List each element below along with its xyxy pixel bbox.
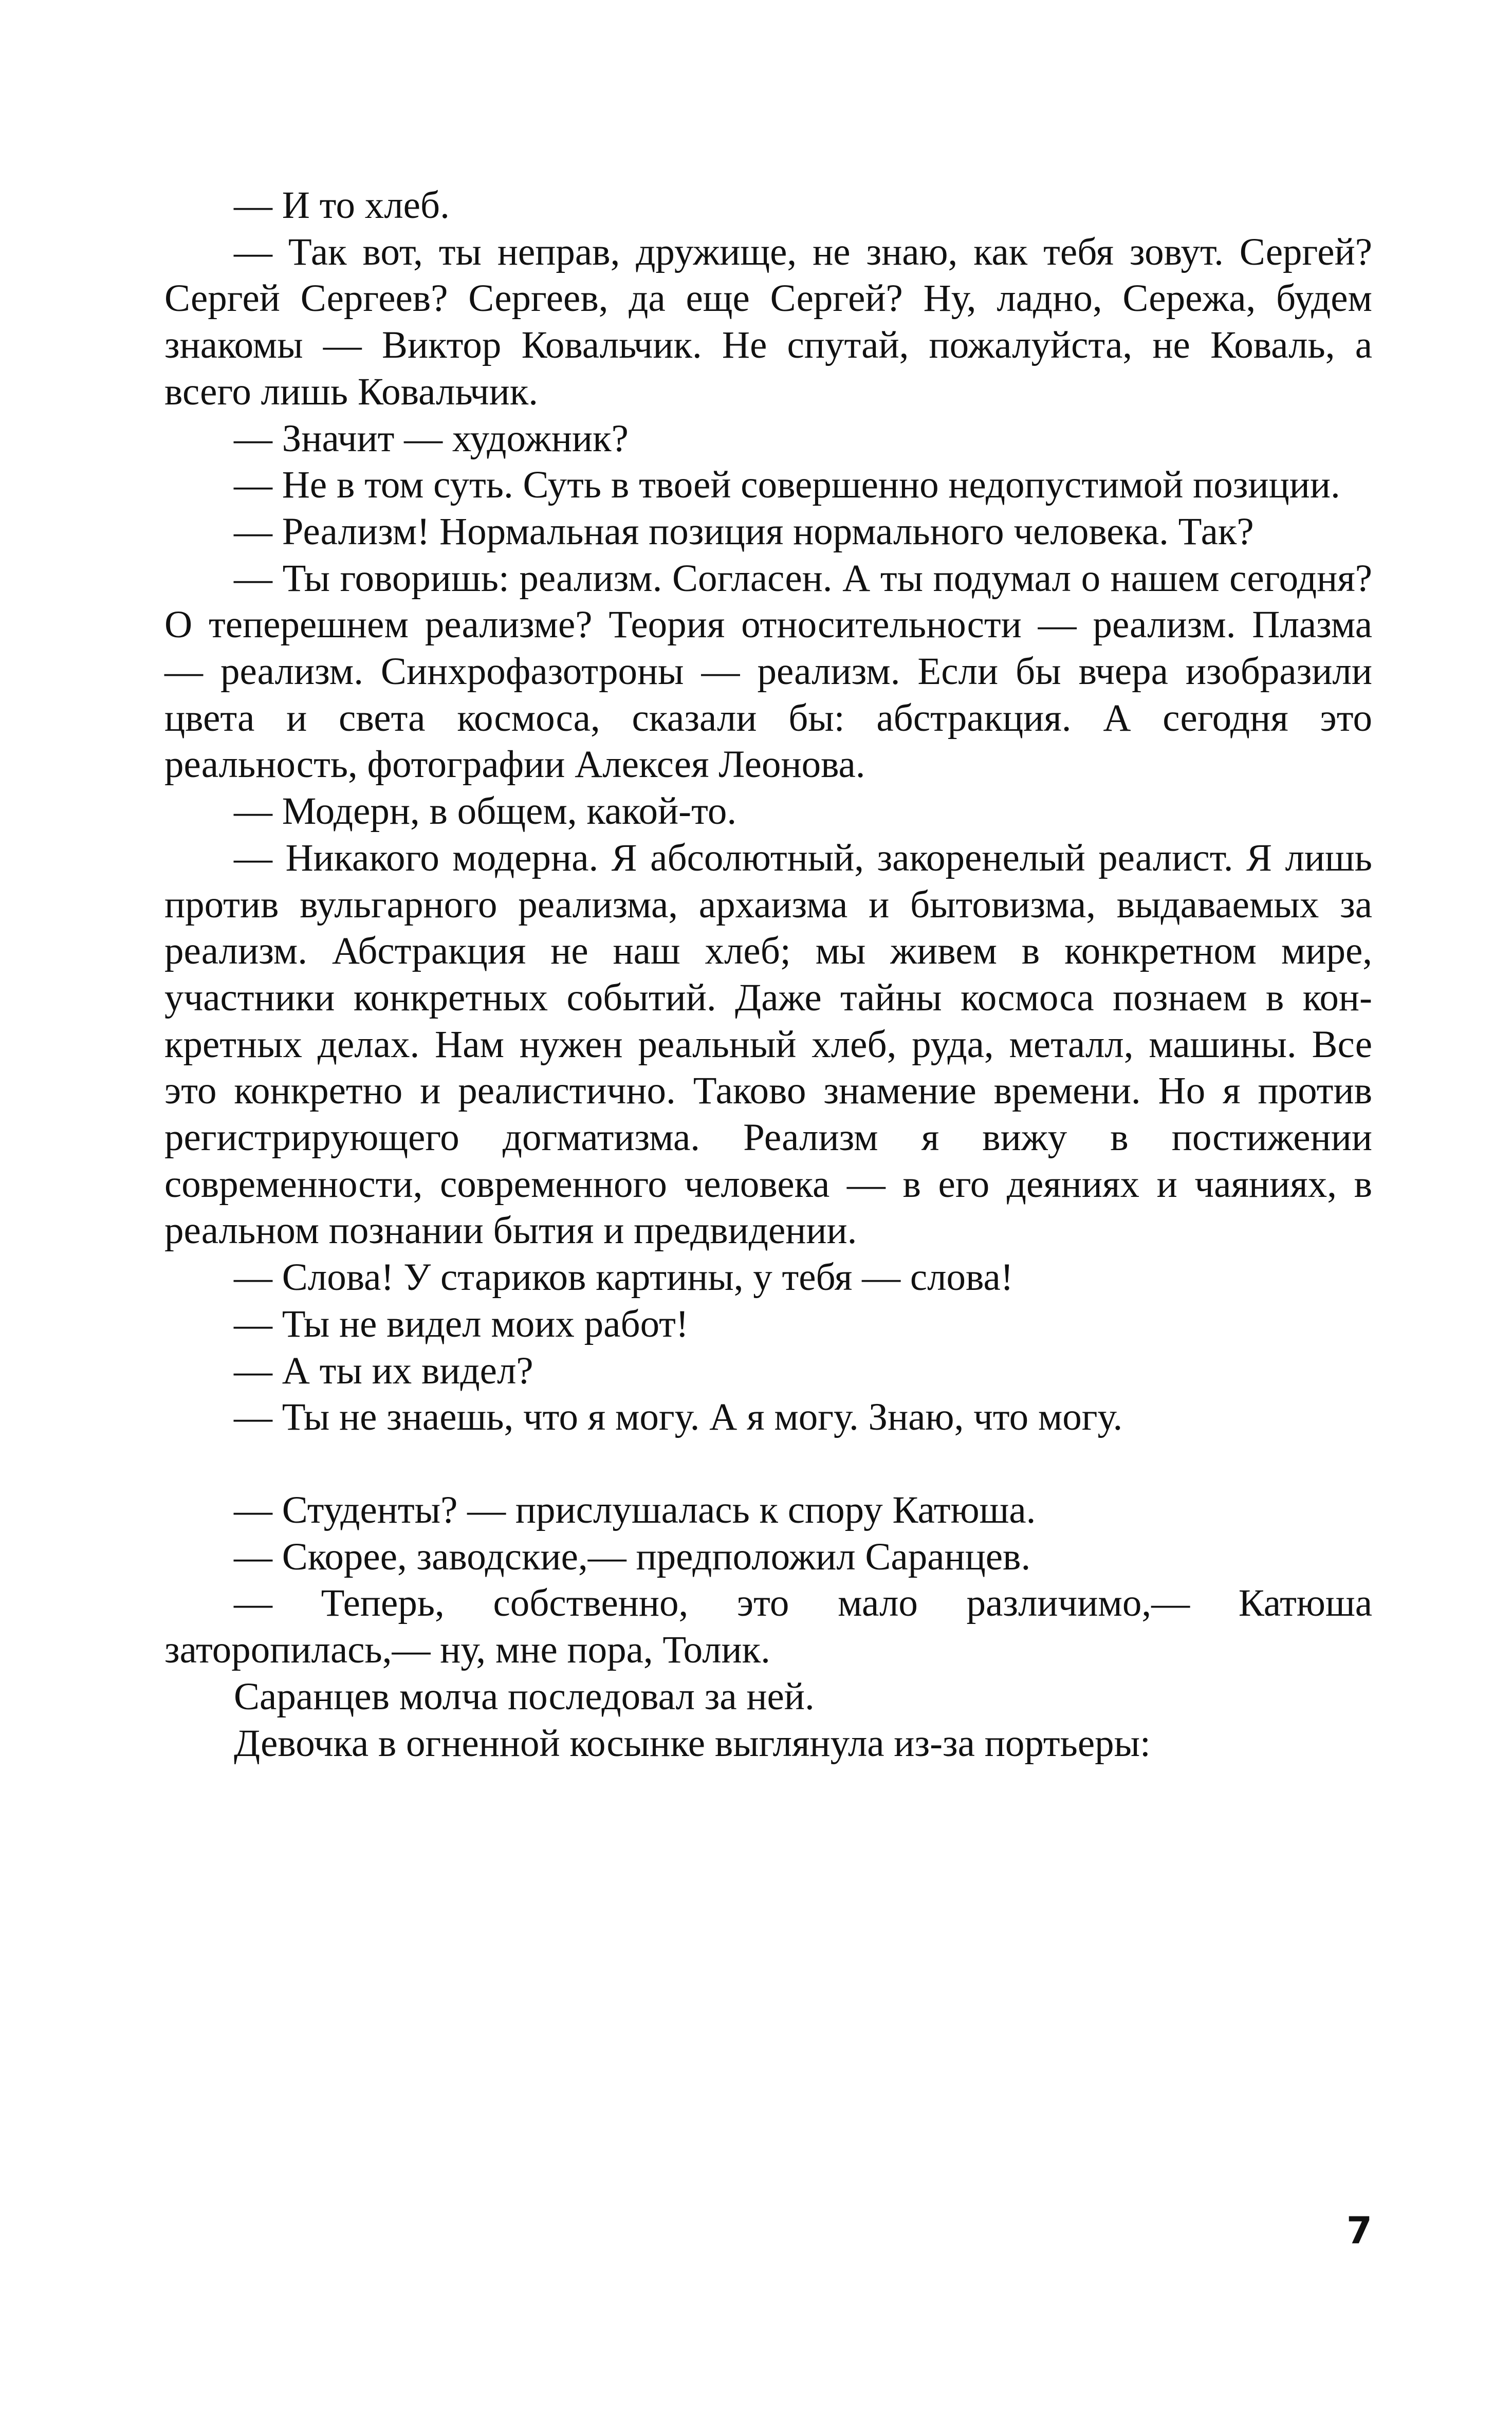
paragraph: — Ты говоришь: реализм. Согласен. А ты подумал о нашем сегодня? О теперешнем реализме? Теория относительности — реализм. Плазма — реализм. Синхрофазотроны — реализм. Если бы вчера изобразили цвета и света космоса, сказали бы: абстракция. А сегодня это реальность, фотографии Алексея Леонова. [164, 557, 1372, 786]
page-number: 7 [1346, 2209, 1372, 2252]
paragraph: — Модерн, в общем, какой-то. [234, 790, 737, 833]
paragraph: Девочка в огненной косынке выглянула из-за портьеры: [234, 1722, 1151, 1765]
paragraph: — Так вот, ты неправ, дружище, не знаю, как тебя зовут. Сергей? Сергей Сергеев? Сергеев, да еще Сергей? Ну, ладно, Сережа, будем знакомы — Виктор Ковальчик. Не спутай, пожалуйста, не Коваль, а всего лишь Ковальчик. [164, 230, 1372, 413]
paragraph: — А ты их видел? [234, 1349, 533, 1392]
paragraph: — Студенты? — прислушалась к спору Катюша. [234, 1488, 1036, 1531]
paragraph: Саранцев молча последовал за ней. [234, 1675, 815, 1718]
paragraph: — Ты не знаешь, что я могу. А я могу. Знаю, что могу. [234, 1396, 1123, 1439]
paragraph: — Реализм! Нормальная позиция нормального человека. Так? [234, 510, 1254, 553]
paragraph: — Теперь, собственно, это мало различимо,— Катюша заторопилась,— ну, мне пора, Толик. [164, 1582, 1372, 1672]
paragraph: — Никакого модерна. Я абсолютный, закоренелый реалист. Я лишь против вульгарного реализма, архаизма и бытовизма, выдаваемых за реализм. Абстракция не наш хлеб; мы живем в конкретном мире, участники конкретных событий. Даже тайны космоса познаем в конкретных делах. Нам нужен реальный хлеб, руда, металл, машины. Все это конкретно и реалистично. Таково знамение времени. Но я против регистрирующего догматизма. Реализм я вижу в постижении современности, современного человека — в его деяниях и чаяниях, в реальном познании бытия и предвидении. [164, 836, 1372, 1252]
paragraph: — Значит — художник? [234, 417, 629, 460]
paragraph: — Не в том суть. Суть в твоей совершенно недопустимой позиции. [234, 464, 1340, 507]
paragraph: — И то хлеб. [234, 184, 450, 227]
section-break [164, 1441, 1372, 1487]
paragraph: — Слова! У стариков картины, у тебя — слова! [234, 1256, 1013, 1299]
page-text [164, 182, 1372, 1767]
paragraph: — Ты не видел моих работ! [234, 1302, 689, 1345]
paragraph: — Скорее, заводские,— предположил Саранцев. [234, 1535, 1031, 1578]
